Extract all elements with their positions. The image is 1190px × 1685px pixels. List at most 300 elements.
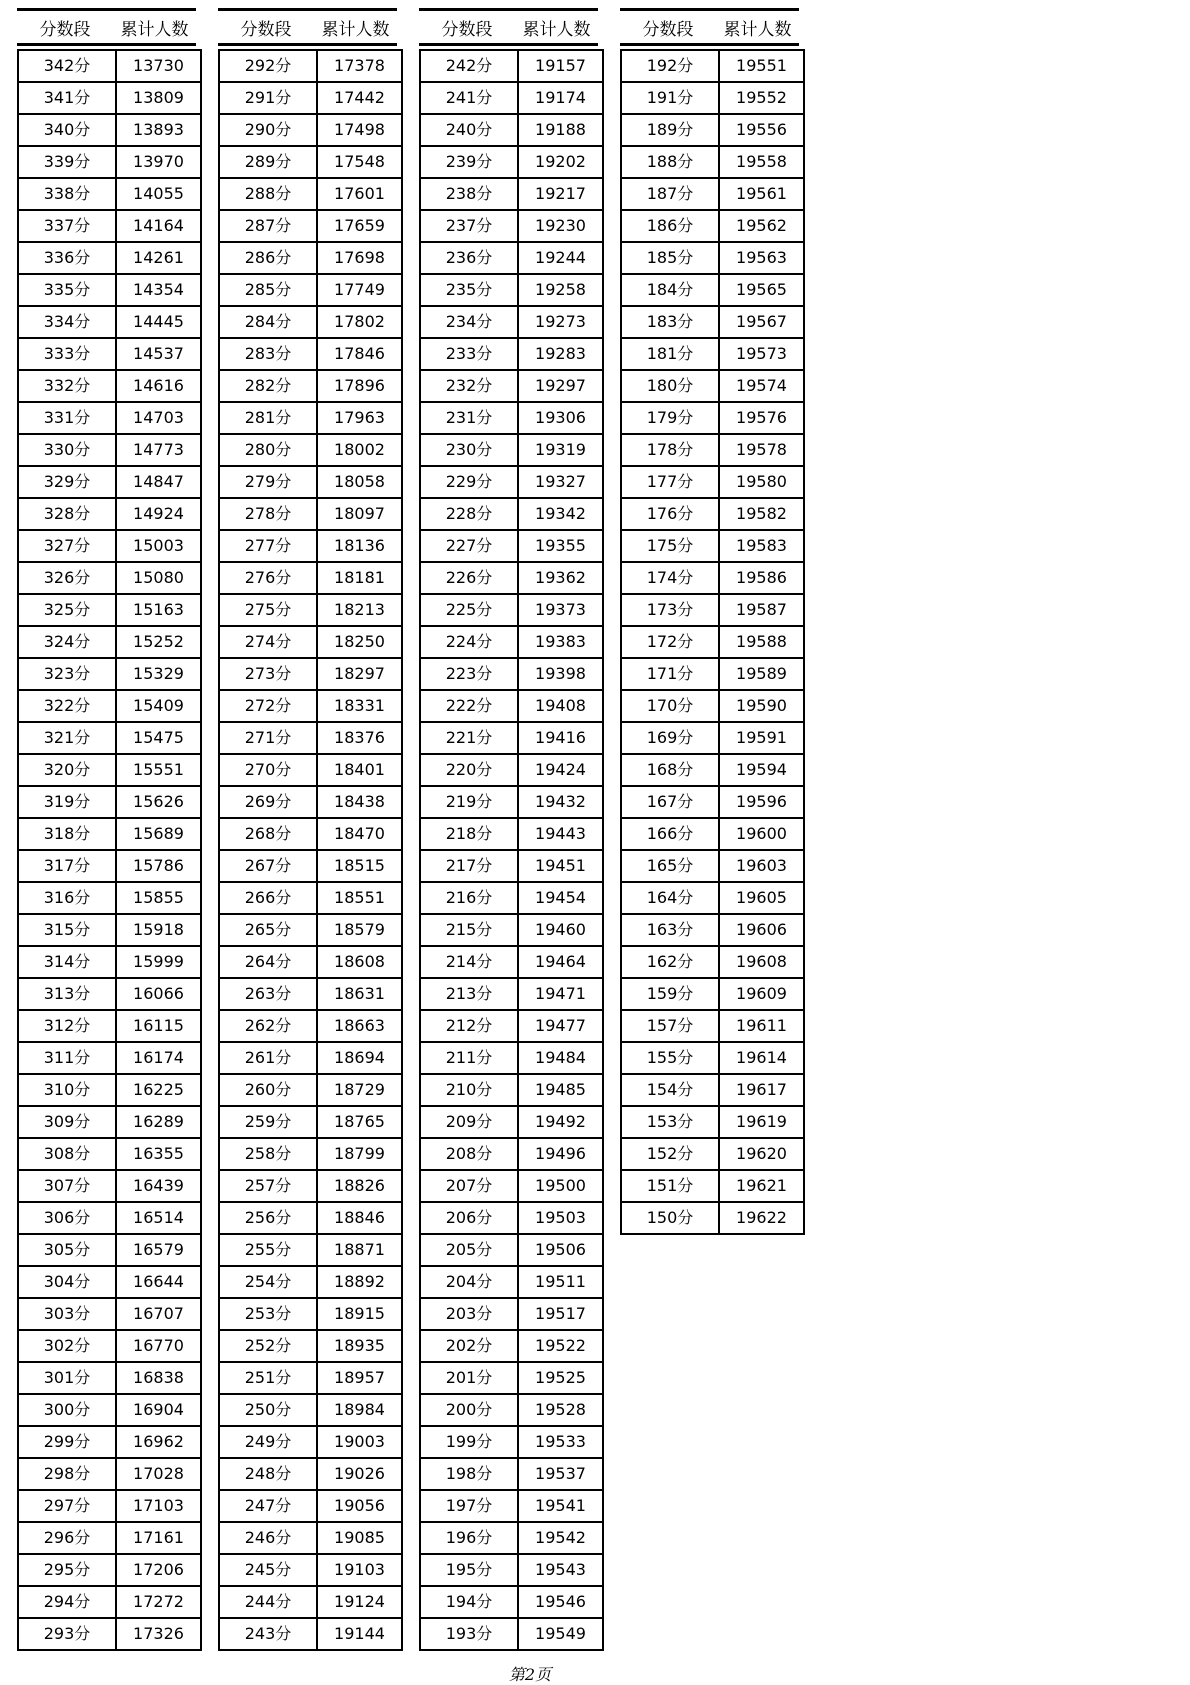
score-cell: 228分 <box>420 498 518 530</box>
cumulative-count-cell: 16115 <box>116 1010 201 1042</box>
table-row <box>18 1170 201 1202</box>
table-row <box>420 914 603 946</box>
score-cell: 205分 <box>420 1234 518 1266</box>
table-row <box>18 146 201 178</box>
cumulative-count-cell: 15475 <box>116 722 201 754</box>
table-row <box>420 1618 603 1650</box>
cumulative-count-cell: 16174 <box>116 1042 201 1074</box>
table-row <box>18 722 201 754</box>
table-row <box>18 1426 201 1458</box>
table-row <box>420 1170 603 1202</box>
header-cumulative: 累计人数 <box>723 19 792 40</box>
table-header <box>218 11 397 43</box>
score-cell: 323分 <box>18 658 116 690</box>
table-row <box>420 1586 603 1618</box>
table-row <box>219 1042 402 1074</box>
table-row <box>420 850 603 882</box>
cumulative-count-cell: 19561 <box>719 178 804 210</box>
score-cell: 251分 <box>219 1362 317 1394</box>
header-rule <box>218 43 397 46</box>
score-cell: 193分 <box>420 1618 518 1650</box>
table-row <box>18 1202 201 1234</box>
table-row <box>219 1202 402 1234</box>
table-row <box>219 1394 402 1426</box>
cumulative-count-cell: 18250 <box>317 626 402 658</box>
table-row <box>18 402 201 434</box>
cumulative-count-cell: 19202 <box>518 146 603 178</box>
score-cell: 191分 <box>621 82 719 114</box>
score-cell: 223分 <box>420 658 518 690</box>
table-row <box>621 786 804 818</box>
score-cell: 250分 <box>219 1394 317 1426</box>
table-row <box>621 82 804 114</box>
table-row <box>219 530 402 562</box>
score-cell: 167分 <box>621 786 719 818</box>
table-row <box>18 562 201 594</box>
score-cell: 237分 <box>420 210 518 242</box>
cumulative-count-cell: 19551 <box>719 50 804 82</box>
score-cell: 330分 <box>18 434 116 466</box>
score-cell: 322分 <box>18 690 116 722</box>
score-cell: 300分 <box>18 1394 116 1426</box>
cumulative-count-cell: 19546 <box>518 1586 603 1618</box>
score-cell: 254分 <box>219 1266 317 1298</box>
table-row <box>420 178 603 210</box>
cumulative-count-cell: 19432 <box>518 786 603 818</box>
table-row <box>219 1490 402 1522</box>
table-row <box>420 402 603 434</box>
score-cell: 334分 <box>18 306 116 338</box>
score-cell: 234分 <box>420 306 518 338</box>
cumulative-count-cell: 18213 <box>317 594 402 626</box>
table-row <box>621 1170 804 1202</box>
score-cell: 314分 <box>18 946 116 978</box>
score-cell: 230分 <box>420 434 518 466</box>
cumulative-count-cell: 19398 <box>518 658 603 690</box>
score-cell: 172分 <box>621 626 719 658</box>
score-cell: 244分 <box>219 1586 317 1618</box>
table-row <box>219 1170 402 1202</box>
score-cell: 178分 <box>621 434 719 466</box>
cumulative-count-cell: 14445 <box>116 306 201 338</box>
score-cell: 340分 <box>18 114 116 146</box>
table-header <box>17 11 196 43</box>
score-cell: 325分 <box>18 594 116 626</box>
score-cell: 169分 <box>621 722 719 754</box>
cumulative-count-cell: 18935 <box>317 1330 402 1362</box>
cumulative-count-cell: 19273 <box>518 306 603 338</box>
cumulative-count-cell: 19056 <box>317 1490 402 1522</box>
table-row <box>420 1458 603 1490</box>
score-cell: 239分 <box>420 146 518 178</box>
cumulative-count-cell: 14354 <box>116 274 201 306</box>
score-cell: 298分 <box>18 1458 116 1490</box>
score-cell: 306分 <box>18 1202 116 1234</box>
score-cell: 338分 <box>18 178 116 210</box>
score-cell: 329分 <box>18 466 116 498</box>
score-cell: 240分 <box>420 114 518 146</box>
header-rule <box>419 43 598 46</box>
score-cell: 195分 <box>420 1554 518 1586</box>
score-cell: 192分 <box>621 50 719 82</box>
cumulative-count-cell: 19594 <box>719 754 804 786</box>
cumulative-count-cell: 18401 <box>317 754 402 786</box>
cumulative-count-cell: 19026 <box>317 1458 402 1490</box>
table-row <box>621 434 804 466</box>
table-row <box>18 1330 201 1362</box>
table-row <box>219 1234 402 1266</box>
table-row <box>219 946 402 978</box>
table-row <box>420 626 603 658</box>
score-cell: 219分 <box>420 786 518 818</box>
score-cell: 255分 <box>219 1234 317 1266</box>
cumulative-count-cell: 19619 <box>719 1106 804 1138</box>
table-row <box>219 1138 402 1170</box>
score-cell: 214分 <box>420 946 518 978</box>
cumulative-count-cell: 19443 <box>518 818 603 850</box>
table-row <box>420 146 603 178</box>
score-cell: 213分 <box>420 978 518 1010</box>
cumulative-count-cell: 18892 <box>317 1266 402 1298</box>
score-cell: 247分 <box>219 1490 317 1522</box>
score-cell: 273分 <box>219 658 317 690</box>
score-cell: 339分 <box>18 146 116 178</box>
cumulative-count-cell: 13970 <box>116 146 201 178</box>
table-row <box>219 466 402 498</box>
score-cell: 238分 <box>420 178 518 210</box>
cumulative-count-cell: 18376 <box>317 722 402 754</box>
score-cell: 187分 <box>621 178 719 210</box>
table-row <box>420 1266 603 1298</box>
cumulative-count-cell: 18846 <box>317 1202 402 1234</box>
cumulative-count-cell: 15689 <box>116 818 201 850</box>
score-cell: 336分 <box>18 242 116 274</box>
table-row <box>18 914 201 946</box>
score-cell: 200分 <box>420 1394 518 1426</box>
score-cell: 150分 <box>621 1202 719 1234</box>
table-row <box>420 562 603 594</box>
cumulative-count-cell: 19506 <box>518 1234 603 1266</box>
cumulative-count-cell: 19567 <box>719 306 804 338</box>
cumulative-count-cell: 14537 <box>116 338 201 370</box>
cumulative-count-cell: 19492 <box>518 1106 603 1138</box>
cumulative-count-cell: 18002 <box>317 434 402 466</box>
table-row <box>420 114 603 146</box>
cumulative-count-cell: 16838 <box>116 1362 201 1394</box>
cumulative-count-cell: 18438 <box>317 786 402 818</box>
score-cell: 222分 <box>420 690 518 722</box>
table-row <box>219 1426 402 1458</box>
table-row <box>219 498 402 530</box>
table-row <box>18 978 201 1010</box>
cumulative-count-cell: 19477 <box>518 1010 603 1042</box>
score-cell: 162分 <box>621 946 719 978</box>
cumulative-count-cell: 19582 <box>719 498 804 530</box>
table-row <box>18 370 201 402</box>
cumulative-count-cell: 19230 <box>518 210 603 242</box>
cumulative-count-cell: 19589 <box>719 658 804 690</box>
score-cell: 210分 <box>420 1074 518 1106</box>
table-row <box>18 178 201 210</box>
score-cell: 258分 <box>219 1138 317 1170</box>
table-row <box>420 722 603 754</box>
cumulative-count-cell: 19355 <box>518 530 603 562</box>
score-cell: 295分 <box>18 1554 116 1586</box>
score-cell: 321分 <box>18 722 116 754</box>
table-row <box>420 1554 603 1586</box>
table-row <box>18 530 201 562</box>
table-row <box>621 1074 804 1106</box>
score-cell: 199分 <box>420 1426 518 1458</box>
score-cell: 280分 <box>219 434 317 466</box>
table-row <box>621 946 804 978</box>
score-cell: 159分 <box>621 978 719 1010</box>
score-cell: 175分 <box>621 530 719 562</box>
score-cell: 282分 <box>219 370 317 402</box>
score-cell: 294分 <box>18 1586 116 1618</box>
table-row <box>219 306 402 338</box>
score-cell: 164分 <box>621 882 719 914</box>
score-cell: 241分 <box>420 82 518 114</box>
score-cell: 152分 <box>621 1138 719 1170</box>
cumulative-count-cell: 19157 <box>518 50 603 82</box>
cumulative-count-cell: 15786 <box>116 850 201 882</box>
cumulative-count-cell: 14055 <box>116 178 201 210</box>
cumulative-count-cell: 19500 <box>518 1170 603 1202</box>
table-row <box>420 50 603 82</box>
cumulative-count-cell: 15855 <box>116 882 201 914</box>
cumulative-count-cell: 19586 <box>719 562 804 594</box>
cumulative-count-cell: 19373 <box>518 594 603 626</box>
score-cell: 292分 <box>219 50 317 82</box>
score-cell: 263分 <box>219 978 317 1010</box>
score-cell: 333分 <box>18 338 116 370</box>
cumulative-count-cell: 18871 <box>317 1234 402 1266</box>
cumulative-count-cell: 18915 <box>317 1298 402 1330</box>
cumulative-count-cell: 18579 <box>317 914 402 946</box>
score-cell: 177分 <box>621 466 719 498</box>
table-row <box>621 722 804 754</box>
header-score: 分数段 <box>441 19 493 40</box>
score-cell: 289分 <box>219 146 317 178</box>
cumulative-count-cell: 18551 <box>317 882 402 914</box>
cumulative-count-cell: 19609 <box>719 978 804 1010</box>
table-row <box>219 1298 402 1330</box>
cumulative-count-cell: 19580 <box>719 466 804 498</box>
table-row <box>420 1362 603 1394</box>
table-row <box>219 786 402 818</box>
table-row <box>219 1618 402 1650</box>
table-row <box>621 402 804 434</box>
table-row <box>18 82 201 114</box>
table-row <box>219 818 402 850</box>
score-table <box>620 49 805 1235</box>
score-cell: 226分 <box>420 562 518 594</box>
score-cell: 174分 <box>621 562 719 594</box>
header-cumulative: 累计人数 <box>522 19 591 40</box>
score-cell: 248分 <box>219 1458 317 1490</box>
cumulative-count-cell: 19244 <box>518 242 603 274</box>
cumulative-count-cell: 18136 <box>317 530 402 562</box>
cumulative-count-cell: 14924 <box>116 498 201 530</box>
score-cell: 296分 <box>18 1522 116 1554</box>
table-row <box>18 1138 201 1170</box>
table-row <box>621 242 804 274</box>
score-cell: 285分 <box>219 274 317 306</box>
cumulative-count-cell: 14164 <box>116 210 201 242</box>
cumulative-count-cell: 17896 <box>317 370 402 402</box>
score-cell: 259分 <box>219 1106 317 1138</box>
table-row <box>420 434 603 466</box>
header-score: 分数段 <box>642 19 694 40</box>
table-row <box>219 626 402 658</box>
table-row <box>621 690 804 722</box>
score-cell: 268分 <box>219 818 317 850</box>
cumulative-count-cell: 18097 <box>317 498 402 530</box>
table-row <box>420 1138 603 1170</box>
table-row <box>420 1426 603 1458</box>
cumulative-count-cell: 17659 <box>317 210 402 242</box>
cumulative-count-cell: 18984 <box>317 1394 402 1426</box>
cumulative-count-cell: 19362 <box>518 562 603 594</box>
cumulative-count-cell: 19614 <box>719 1042 804 1074</box>
cumulative-count-cell: 19605 <box>719 882 804 914</box>
table-row <box>18 786 201 818</box>
table-row <box>18 1458 201 1490</box>
cumulative-count-cell: 17498 <box>317 114 402 146</box>
table-row <box>621 50 804 82</box>
table-row <box>420 1202 603 1234</box>
score-table-column-4 <box>620 8 799 1235</box>
score-cell: 221分 <box>420 722 518 754</box>
table-row <box>219 1458 402 1490</box>
cumulative-count-cell: 17442 <box>317 82 402 114</box>
score-cell: 204分 <box>420 1266 518 1298</box>
table-row <box>219 562 402 594</box>
score-cell: 283分 <box>219 338 317 370</box>
table-row <box>18 1394 201 1426</box>
table-row <box>18 1106 201 1138</box>
table-row <box>420 594 603 626</box>
cumulative-count-cell: 19621 <box>719 1170 804 1202</box>
score-cell: 272分 <box>219 690 317 722</box>
table-row <box>18 882 201 914</box>
cumulative-count-cell: 17802 <box>317 306 402 338</box>
table-row <box>219 1554 402 1586</box>
score-cell: 293分 <box>18 1618 116 1650</box>
table-row <box>621 178 804 210</box>
table-row <box>219 210 402 242</box>
cumulative-count-cell: 19528 <box>518 1394 603 1426</box>
score-cell: 274分 <box>219 626 317 658</box>
cumulative-count-cell: 17548 <box>317 146 402 178</box>
score-cell: 207分 <box>420 1170 518 1202</box>
cumulative-count-cell: 19533 <box>518 1426 603 1458</box>
table-row <box>621 114 804 146</box>
table-row <box>219 722 402 754</box>
table-row <box>18 690 201 722</box>
score-cell: 197分 <box>420 1490 518 1522</box>
table-row <box>420 1330 603 1362</box>
score-cell: 341分 <box>18 82 116 114</box>
cumulative-count-cell: 16514 <box>116 1202 201 1234</box>
cumulative-count-cell: 19424 <box>518 754 603 786</box>
cumulative-count-cell: 16904 <box>116 1394 201 1426</box>
score-cell: 301分 <box>18 1362 116 1394</box>
score-cell: 284分 <box>219 306 317 338</box>
table-row <box>621 914 804 946</box>
cumulative-count-cell: 14616 <box>116 370 201 402</box>
table-row <box>18 1362 201 1394</box>
cumulative-count-cell: 15918 <box>116 914 201 946</box>
cumulative-count-cell: 19552 <box>719 82 804 114</box>
cumulative-count-cell: 19283 <box>518 338 603 370</box>
score-cell: 304分 <box>18 1266 116 1298</box>
score-cell: 257分 <box>219 1170 317 1202</box>
cumulative-count-cell: 17378 <box>317 50 402 82</box>
score-cell: 286分 <box>219 242 317 274</box>
table-row <box>420 1042 603 1074</box>
score-cell: 309分 <box>18 1106 116 1138</box>
score-cell: 269分 <box>219 786 317 818</box>
table-row <box>420 1394 603 1426</box>
table-row <box>18 658 201 690</box>
cumulative-count-cell: 19144 <box>317 1618 402 1650</box>
score-cell: 235分 <box>420 274 518 306</box>
cumulative-count-cell: 19620 <box>719 1138 804 1170</box>
score-table <box>17 49 202 1651</box>
table-row <box>219 82 402 114</box>
table-row <box>621 1138 804 1170</box>
score-cell: 180分 <box>621 370 719 402</box>
score-cell: 242分 <box>420 50 518 82</box>
table-row <box>18 818 201 850</box>
cumulative-count-cell: 16770 <box>116 1330 201 1362</box>
cumulative-count-cell: 18799 <box>317 1138 402 1170</box>
score-cell: 163分 <box>621 914 719 946</box>
table-row <box>18 306 201 338</box>
cumulative-count-cell: 18826 <box>317 1170 402 1202</box>
score-table-column-3 <box>419 8 598 1651</box>
score-cell: 252分 <box>219 1330 317 1362</box>
score-cell: 279分 <box>219 466 317 498</box>
table-row <box>219 274 402 306</box>
score-cell: 224分 <box>420 626 518 658</box>
score-cell: 281分 <box>219 402 317 434</box>
score-cell: 170分 <box>621 690 719 722</box>
cumulative-count-cell: 19484 <box>518 1042 603 1074</box>
cumulative-count-cell: 19517 <box>518 1298 603 1330</box>
cumulative-count-cell: 19503 <box>518 1202 603 1234</box>
score-cell: 243分 <box>219 1618 317 1650</box>
table-row <box>219 1074 402 1106</box>
cumulative-count-cell: 18608 <box>317 946 402 978</box>
score-cell: 183分 <box>621 306 719 338</box>
cumulative-count-cell: 19103 <box>317 1554 402 1586</box>
score-cell: 342分 <box>18 50 116 82</box>
cumulative-count-cell: 16579 <box>116 1234 201 1266</box>
table-row <box>420 658 603 690</box>
table-row <box>219 50 402 82</box>
table-row <box>420 690 603 722</box>
table-row <box>219 1522 402 1554</box>
header-cumulative: 累计人数 <box>321 19 390 40</box>
table-row <box>18 1618 201 1650</box>
cumulative-count-cell: 19217 <box>518 178 603 210</box>
score-cell: 291分 <box>219 82 317 114</box>
score-cell: 299分 <box>18 1426 116 1458</box>
cumulative-count-cell: 19485 <box>518 1074 603 1106</box>
